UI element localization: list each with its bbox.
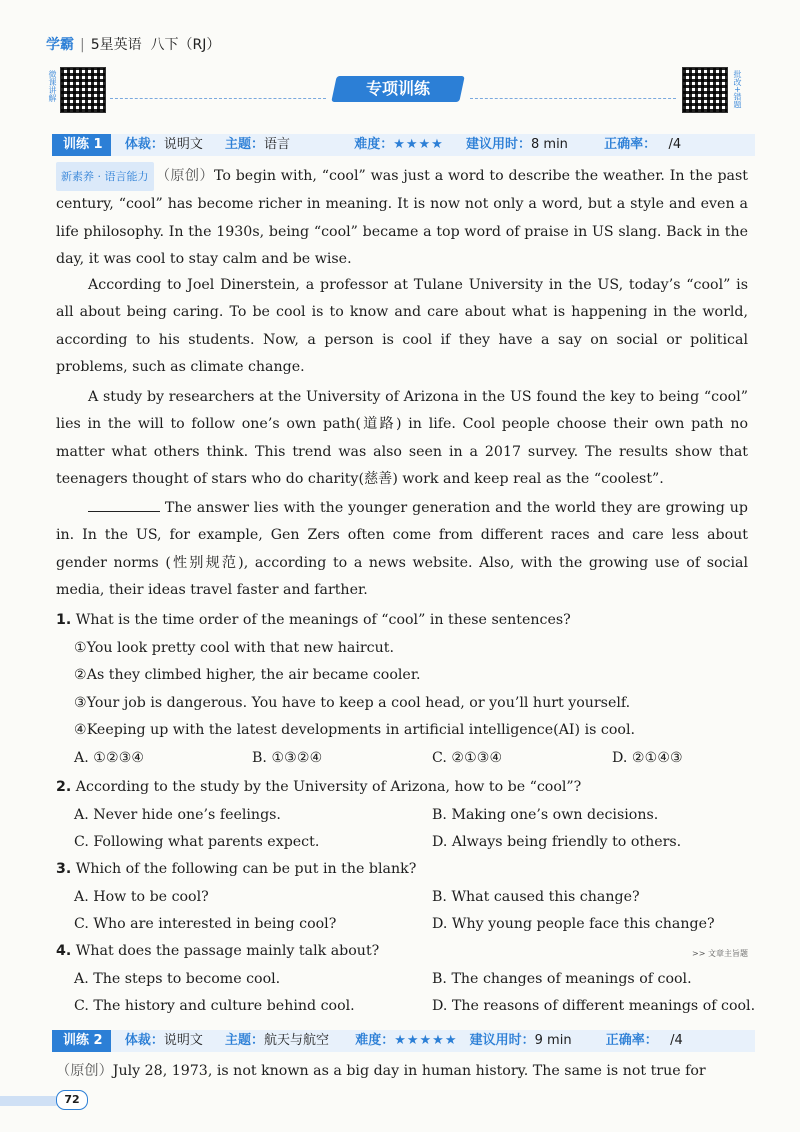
genre-value-2: 说明文 bbox=[163, 1033, 203, 1048]
topic-value-2: 航天与航空 bbox=[264, 1033, 330, 1048]
q4-option-b[interactable]: B. The changes of meanings of cool. bbox=[432, 971, 692, 987]
q1-sentence-4: ④Keeping up with the latest developments in artificial intelligence(AI) is cool. bbox=[74, 722, 635, 738]
q1-sentence-3: ③Your job is dangerous. You have to keep a cool head, or you’ll hurt yourself. bbox=[74, 695, 631, 711]
brand-logo: 学霸 bbox=[46, 37, 74, 53]
difficulty-key: 难度： bbox=[354, 137, 394, 152]
accuracy-value: /4 bbox=[668, 137, 682, 152]
literacy-tag: 新素养 · 语言能力 bbox=[56, 162, 154, 191]
accuracy-value-2: /4 bbox=[670, 1033, 683, 1048]
section-banner: 专项训练 bbox=[331, 76, 465, 102]
question-1: 1. What is the time order of the meanings of “cool” in these sentences? bbox=[56, 612, 571, 628]
training-2-info-bar bbox=[52, 1030, 755, 1052]
qr-code-left[interactable] bbox=[60, 67, 106, 113]
difficulty-key-2: 难度： bbox=[355, 1033, 395, 1048]
q3-option-b[interactable]: B. What caused this change? bbox=[432, 889, 640, 905]
book-series: 5星英语 bbox=[90, 37, 142, 53]
genre-key-2: 体裁： bbox=[124, 1033, 164, 1048]
genre-value: 说明文 bbox=[163, 137, 203, 152]
training-2-label: 训练 2 bbox=[55, 1030, 111, 1052]
divider-left bbox=[110, 98, 326, 99]
q1-option-a[interactable]: A. ①②③④ bbox=[74, 750, 145, 766]
q3-option-d[interactable]: D. Why young people face this change? bbox=[432, 916, 715, 932]
time-value: 8 min bbox=[531, 137, 568, 152]
passage-2-first-line: （原创）July 28, 1973, is not known as a big day in human history. The same is not true for bbox=[56, 1063, 706, 1079]
training-1-label: 训练 1 bbox=[55, 134, 111, 156]
passage-1-paragraph-3: A study by researchers at the University of Arizona in the US found the key to being “cool” lies in the will to follow one’s own path(道路) in life. Cool people choose their own path no matter what others think. This trend was also seen in a 2017 survey. The results show that teenagers thought of stars who do charity(慈善) work and keep real as the “coolest”. bbox=[56, 389, 748, 488]
q1-sentence-1: ①You look pretty cool with that new haircut. bbox=[74, 640, 394, 656]
page-number: 72 bbox=[56, 1090, 88, 1110]
q3-option-a[interactable]: A. How to be cool? bbox=[74, 889, 209, 905]
qr-left-caption: 微课讲解 bbox=[48, 70, 57, 102]
q1-sentence-2: ②As they climbed higher, the air became cooler. bbox=[74, 667, 421, 683]
q2-option-c[interactable]: C. Following what parents expect. bbox=[74, 834, 320, 850]
topic-value: 语言 bbox=[264, 137, 291, 152]
accuracy-key: 正确率： bbox=[604, 137, 657, 152]
q4-option-a[interactable]: A. The steps to become cool. bbox=[74, 971, 281, 987]
divider-right bbox=[470, 98, 676, 99]
qr-right-caption: 批改+错题 bbox=[733, 70, 742, 109]
q1-option-b[interactable]: B. ①③②④ bbox=[252, 750, 323, 766]
q2-option-d[interactable]: D. Always being friendly to others. bbox=[432, 834, 682, 850]
difficulty-stars-2: ★★★★★ bbox=[394, 1033, 458, 1048]
accuracy-key-2: 正确率： bbox=[605, 1033, 658, 1048]
question-type-hint: >> 文章主旨题 bbox=[692, 949, 748, 958]
passage-1-paragraph-2: According to Joel Dinerstein, a professor at Tulane University in the US, today’s “cool” is all about being caring. To be cool is to know and care about what is happening in the world, according to his students. Now, a person is cool if they have a say on social or political problems, such as climate change. bbox=[56, 277, 748, 376]
question-3: 3. Which of the following can be put in the blank? bbox=[56, 861, 417, 877]
q4-option-c[interactable]: C. The history and culture behind cool. bbox=[74, 998, 355, 1014]
q1-option-c[interactable]: C. ②①③④ bbox=[432, 750, 503, 766]
source-label: （原创） bbox=[155, 168, 214, 184]
page-tab bbox=[0, 1096, 60, 1106]
q3-option-c[interactable]: C. Who are interested in being cool? bbox=[74, 916, 337, 932]
question-4: 4. What does the passage mainly talk about? bbox=[56, 943, 380, 959]
q4-option-d[interactable]: D. The reasons of different meanings of cool. bbox=[432, 998, 756, 1014]
topic-key-2: 主题： bbox=[225, 1033, 265, 1048]
training-1-info-bar bbox=[52, 134, 755, 156]
q2-option-a[interactable]: A. Never hide one’s feelings. bbox=[74, 807, 281, 823]
qr-code-right[interactable] bbox=[682, 67, 728, 113]
difficulty-stars: ★★★★ bbox=[393, 137, 444, 152]
grade-label: 八下（RJ） bbox=[150, 37, 221, 53]
running-header: 学霸 | 5星英语 八下（RJ） bbox=[46, 37, 221, 53]
passage-1-paragraph-1: 新素养 · 语言能力 （原创）To begin with, “cool” was just a word to describe the weather. In the past century, “cool” has become richer in meaning. It is now not only a word, but a style and even a life philosophy. In the 1930s, being “cool” became a top word of praise in US slang. Back in the day, it was cool to stay calm and be wise. bbox=[56, 162, 748, 274]
passage-1-paragraph-4: The answer lies with the younger generation and the world they are growing up in. In the US, for example, Gen Zers often come from different races and care less about gender norms (性别规范), according to a news website. Also, with the growing use of social media, their ideas travel faster and farther. bbox=[56, 495, 748, 605]
q2-option-b[interactable]: B. Making one’s own decisions. bbox=[432, 807, 659, 823]
q1-option-d[interactable]: D. ②①④③ bbox=[612, 750, 683, 766]
question-2: 2. According to the study by the University of Arizona, how to be “cool”? bbox=[56, 779, 582, 795]
genre-key: 体裁： bbox=[124, 137, 164, 152]
source-label-2: （原创） bbox=[56, 1063, 113, 1079]
time-key-2: 建议用时： bbox=[469, 1033, 535, 1048]
time-value-2: 9 min bbox=[534, 1033, 572, 1048]
topic-key: 主题： bbox=[225, 137, 265, 152]
answer-blank[interactable] bbox=[88, 497, 160, 512]
time-key: 建议用时： bbox=[465, 137, 531, 152]
